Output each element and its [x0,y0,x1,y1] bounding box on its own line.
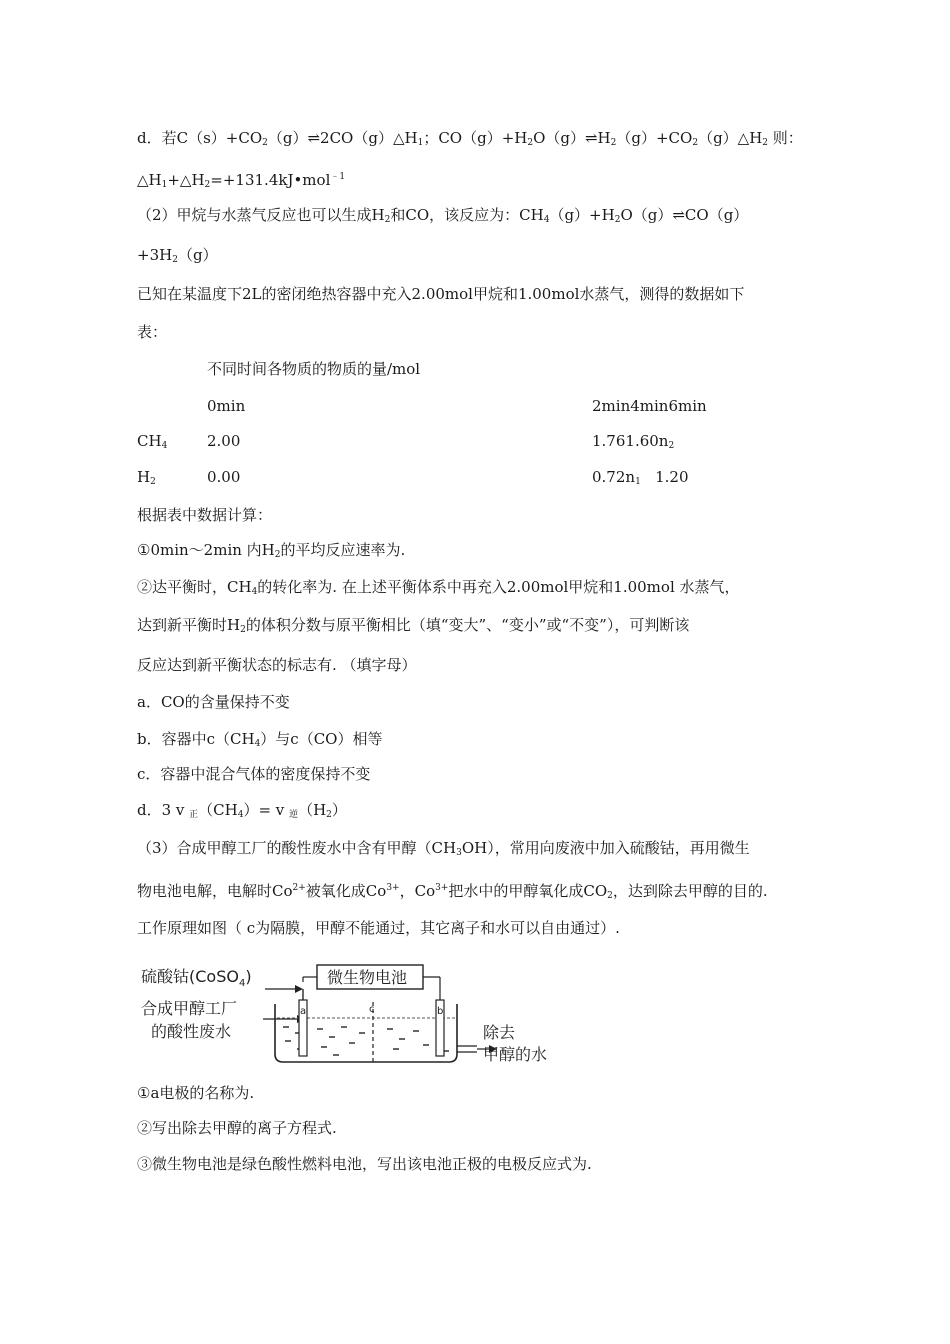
electrode-a-label: a [300,1006,307,1017]
electrolysis-diagram [137,962,567,1072]
question-2-2-line-2: 达到新平衡时$H_2$的体积分数与原平衡相比（填“变大”、“变小”或“不变”），可判断该 [137,616,690,635]
table-row-h2-label: $H_2$ [137,468,156,487]
part3-line-3: 工作原理如图（ c为隔膜，甲醇不能通过，其它离子和水可以自由通过）. [137,919,620,937]
microbial-battery-label: 微生物电池 [327,968,408,987]
membrane-c-label: c [369,1004,375,1015]
part2-known-line-2: 表： [137,323,168,341]
cobalt-sulfate-label: 硫酸钴(CoSO$_4$) [141,967,252,989]
option-d-equation-line: d．若$C(s)+CO_2(g)\rightleftharpoons 2CO(g)\triangle H_1$；$CO(g)+H_2O(g)\rightleftharpoons H_2(g)+CO_2(g)\triangle H_2$ 则： [137,129,803,148]
table-row-ch4-0min: 2.00 [207,432,241,450]
liquid-texture [283,1026,449,1056]
table-row-h2-0min: 0.00 [207,468,241,486]
table-row-ch4-rest: $1.761.60n_2$ [592,432,675,451]
waste-water-label-2: 的酸性废水 [151,1022,232,1041]
question-3-1: ①a电极的名称为. [137,1084,255,1102]
option-d-enthalpy-line: $\triangle H_1+\triangle H_2=+131.4kJ•mol^{﹣1}$ [137,171,346,190]
question-3-2: ②写出除去甲醇的离子方程式. [137,1119,337,1137]
table-col-0min: 0min [207,397,246,415]
table-col-rest: 2min4min6min [592,397,707,415]
option-d: d．3 v 正$(CH_4)= v$ 逆$(H_2)$ [137,801,347,820]
option-a: a．CO的含量保持不变 [137,693,290,711]
part2-known-line: 已知在某温度下2L的密闭绝热容器中充入2.00mol甲烷和1.00mol水蒸气，测得的数据如下 [137,285,745,303]
table-row-ch4-label: $CH_4$ [137,432,168,451]
part3-line-2: 物电池电解，电解时$Co^{2+}$被氧化成$Co^{3+}$，$Co^{3+}$把水中的甲醇氧化成$CO_2$，达到除去甲醇的目的. [137,882,768,901]
question-3-3: ③微生物电池是绿色酸性燃料电池，写出该电池正极的电极反应式为. [137,1155,592,1173]
option-c: c．容器中混合气体的密度保持不变 [137,765,371,783]
option-b: b．容器中$c(CH_4)$与c（CO）相等 [137,730,383,749]
cobalt-inlet-arrowhead [295,985,303,993]
calc-heading: 根据表中数据计算： [137,506,273,524]
part2-intro-line: （2）甲烷与水蒸气反应也可以生成$H_2$和CO，该反应为：$CH_4(g)+H_2O(g)\rightleftharpoons CO(g)$ [137,206,749,225]
outlet-label-2: 甲醇的水 [483,1045,548,1064]
table-row-h2-rest: $0.72n_1$ 1.20 [592,468,689,487]
electrode-b-label: b [437,1006,444,1017]
question-2-2-line-3: 反应达到新平衡状态的标志有. （填字母） [137,656,417,674]
table-header: 不同时间各物质的物质的量/mol [207,360,421,378]
part3-line-1: （3）合成甲醇工厂的酸性废水中含有甲醇$(CH_3OH)$，常用向废液中加入硫酸钴，再用微生 [137,839,750,858]
question-2-1: ①0min～2min 内$H_2$的平均反应速率为. [137,541,406,560]
question-2-2: ②达平衡时，$CH_4$的转化率为. 在上述平衡体系中再充入2.00mol甲烷和1.00mol 水蒸气， [137,578,740,597]
outlet-label-1: 除去 [483,1023,516,1042]
waste-water-label-1: 合成甲醇工厂 [141,999,238,1018]
part2-intro-line-2: $+3H_2(g)$ [137,246,218,265]
